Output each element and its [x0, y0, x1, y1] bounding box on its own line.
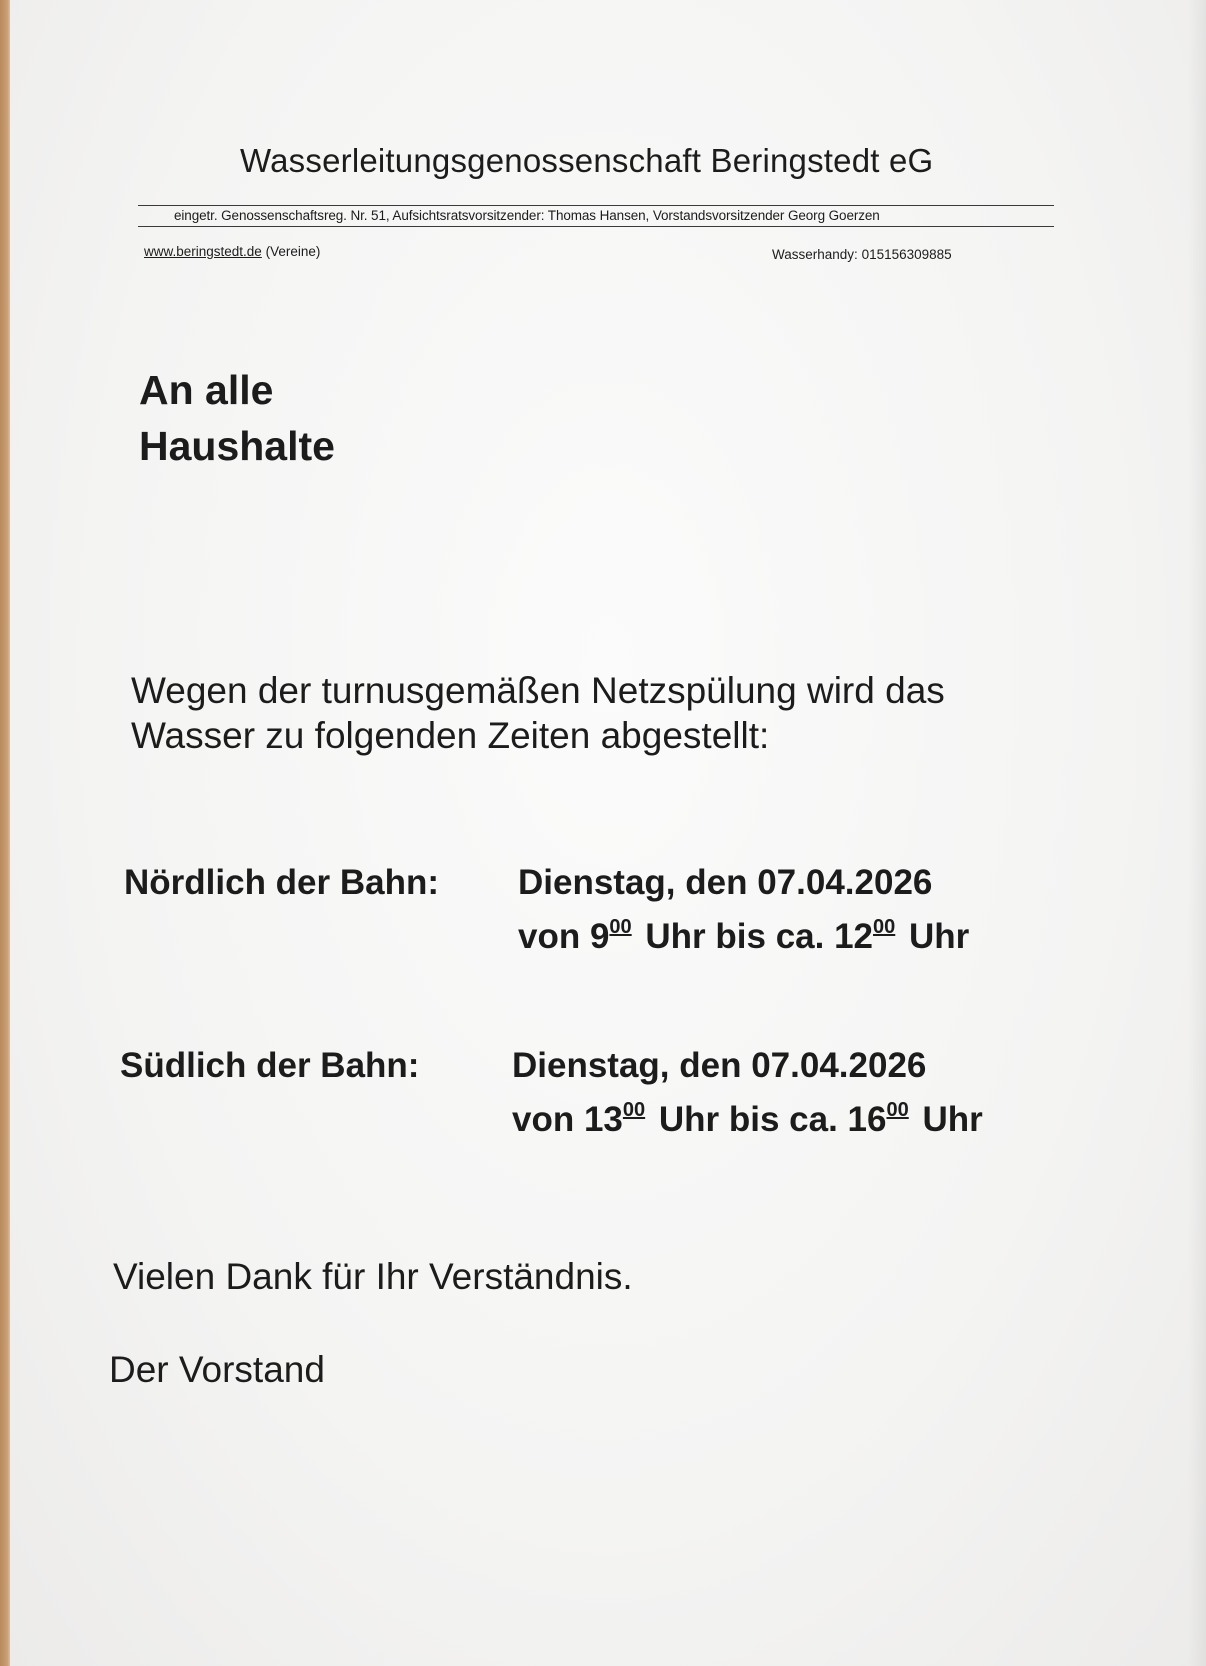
sheet-shadow — [1188, 0, 1206, 1666]
from-minutes: 00 — [609, 916, 632, 938]
phone-number: 015156309885 — [861, 247, 952, 262]
addressee — [139, 362, 335, 474]
region-times — [518, 856, 969, 964]
to-hour: 16 — [847, 1100, 887, 1139]
to-minutes: 00 — [873, 916, 896, 938]
time-line — [512, 1093, 983, 1147]
website-info — [144, 244, 320, 259]
date-line: Dienstag, den 07.04.2026 — [512, 1046, 927, 1085]
header-rule-top — [138, 205, 1054, 206]
water-phone — [772, 247, 952, 262]
date-line: Dienstag, den 07.04.2026 — [518, 863, 933, 902]
intro-line-2: Wasser zu folgenden Zeiten abgestellt: — [131, 715, 770, 756]
addressee-line-1: An alle — [139, 367, 274, 413]
from-hour: 9 — [589, 917, 610, 956]
from-prefix: von — [518, 917, 590, 956]
from-hour: 13 — [583, 1100, 623, 1139]
to-minutes: 00 — [886, 1099, 909, 1121]
region-label: Nördlich der Bahn: — [124, 863, 440, 902]
header-rule-bottom — [138, 226, 1054, 227]
signature: Der Vorstand — [109, 1349, 325, 1390]
addressee-line-2: Haushalte — [139, 423, 335, 469]
intro-text — [131, 668, 945, 758]
region-label: Südlich der Bahn: — [120, 1046, 420, 1085]
website-link[interactable]: www.beringstedt.de — [144, 244, 262, 259]
mid-text: Uhr bis ca. — [649, 1100, 848, 1139]
mid-text: Uhr bis ca. — [635, 917, 835, 956]
organization-name: Wasserleitungsgenossenschaft Beringstedt eG — [240, 142, 934, 179]
to-hour: 12 — [834, 917, 874, 956]
intro-line-1: Wegen der turnusgemäßen Netzspülung wird das — [131, 670, 945, 711]
website-note: (Vereine) — [261, 244, 321, 259]
region-times — [512, 1039, 983, 1147]
from-prefix: von — [512, 1100, 584, 1139]
from-minutes: 00 — [622, 1099, 646, 1121]
time-line — [518, 910, 969, 964]
time-suffix: Uhr — [899, 917, 970, 956]
phone-label: Wasserhandy: — [772, 247, 858, 262]
thanks-line: Vielen Dank für Ihr Verständnis. — [113, 1256, 633, 1297]
notice-sheet — [10, 0, 1206, 1666]
registration-line: eingetr. Genossenschaftsreg. Nr. 51, Aufsichtsratsvorsitzender: Thomas Hansen, Vorstandsvorsitzender Georg Goerzen — [174, 208, 880, 223]
time-suffix: Uhr — [912, 1100, 983, 1139]
